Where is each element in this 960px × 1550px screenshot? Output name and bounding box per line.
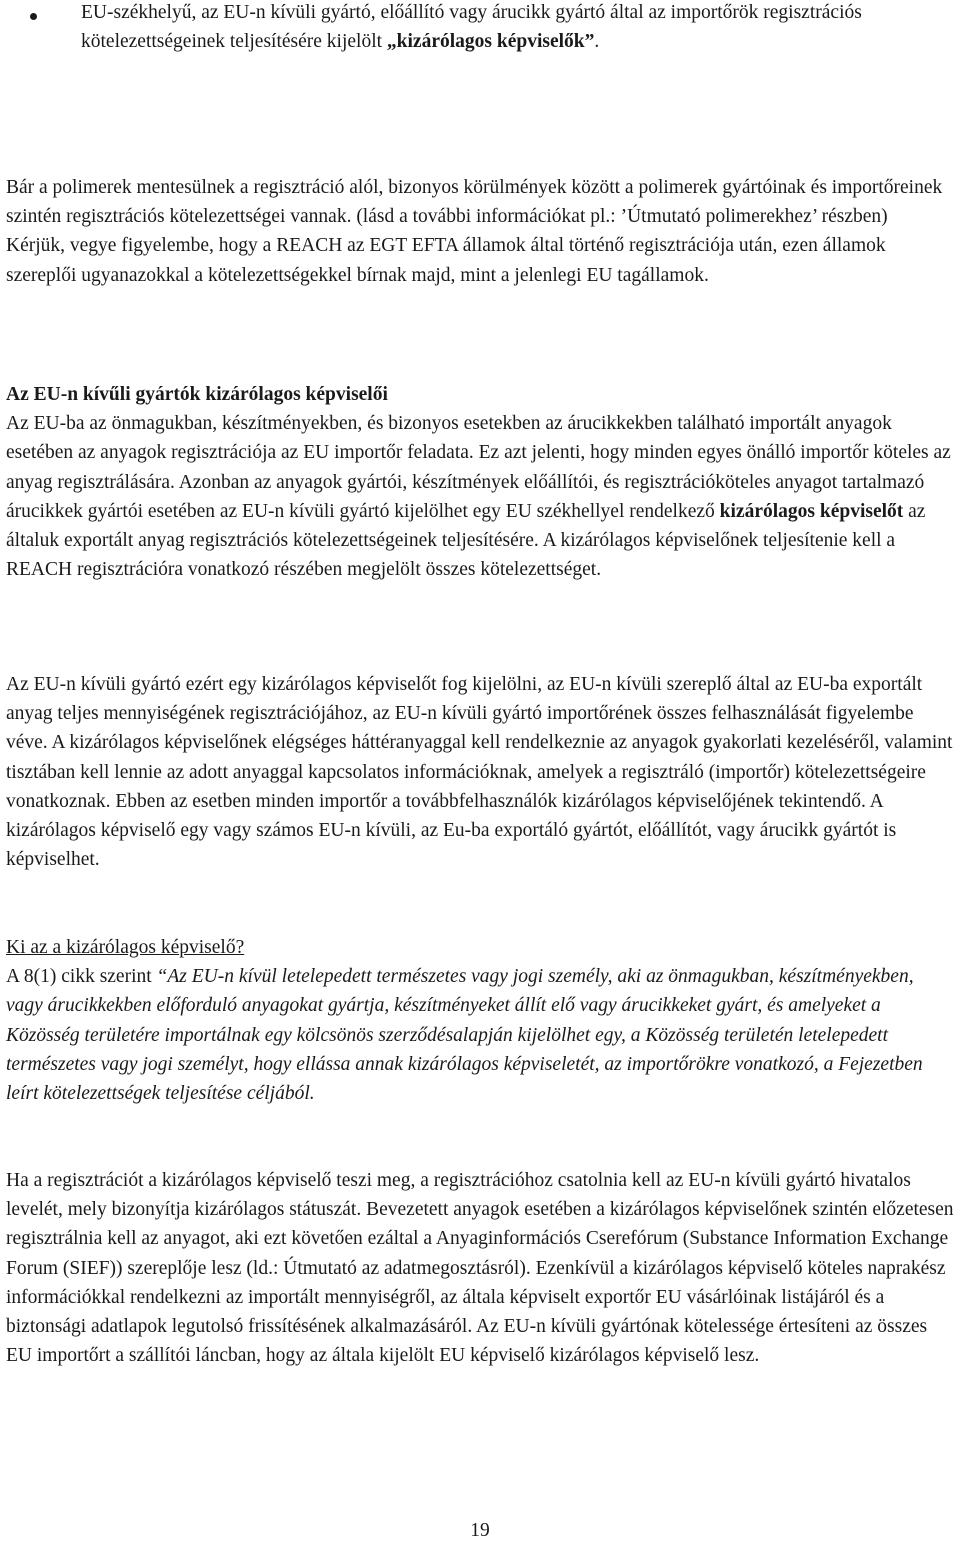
- polymers-text: Bár a polimerek mentesülnek a regisztráció alól, bizonyos körülmények között a polimerek gyártóinak és importőreinek szintén regisztrációs kötelezettségei vannak. (lásd a további információkat pl.: ’Útmutató polimerekhez’ részben): [6, 177, 943, 228]
- who-quote: “Az EU-n kívül letelepedett természetes vagy jogi személy, aki az önmagukban, készítményekben, vagy árucikkekben előforduló anyagokat gyártja, készítményeket állít elő vagy árucikkeket gyárt, és amelyeket a Közösség területére importálnak egy kölcsönös szerződésalapján kijelölhet egy, a Közösség területén letelepedett természetes vagy jogi személyt, hogy ellássa annak kizárólagos képviseletét, az importőrökre vonatkozó, a Fejezetben leírt kötelezettségek teljesítése céljából.: [6, 966, 923, 1105]
- section-text-end: az általuk exportált anyag regisztrációs kötelezettségeinek teljesítésére. A kizárólagos képviselőnek teljesítenie kell a REACH regisztrációra vonatkozó részében megjelölt összes kötelezettséget.: [6, 500, 926, 581]
- who-text: A 8(1) cikk szerint: [6, 966, 157, 988]
- section-only-representatives: [6, 380, 954, 584]
- bullet-text-end: .: [594, 31, 600, 53]
- page-number: 19: [470, 1520, 490, 1541]
- registration-text: Ha a regisztrációt a kizárólagos képviselő teszi meg, a regisztrációhoz csatolnia kell az EU-n kívüli gyártó hivatalos levelét, mely bizonyítja kizárólagos státuszát. Bevezetett anyagok esetében a kizárólagos képviselőnek szintén előzetesen regisztrálnia kell az anyagot, aki ezt követően ezáltal a Anyaginformációs Cserefórum (Substance Information Exchange Forum (SIEF)) szereplője lesz (ld.: Útmutató az adatmegosztásról). Ezenkívül a kizárólagos képviselő köteles naprakész információkkal rendelkezni az importált mennyiségről, az általa képviselt exportőr EU vásárlóinak listájáról és a biztonsági adatlapok legutolsó frissítésének alkalmazásáról. Az EU-n kívüli gyártónak kötelessége értesíteni az összes EU importőrt a szállítói láncban, hogy az általa kijelölt EU képviselő kizárólagos képviselő lesz.: [6, 1170, 954, 1367]
- bullet-text: EU-székhelyű, az EU-n kívüli gyártó, előállító vagy árucikk gyártó által az importőrök regisztrációs kötelezettségeinek teljesítésére kijelölt: [81, 2, 862, 53]
- section-heading: Az EU-n kívűli gyártók kizárólagos képviselői: [6, 384, 388, 405]
- bullet-bold-term: „kizárólagos képviselők”: [386, 31, 595, 53]
- section-text: Az EU-ba az önmagukban, készítményekben, és bizonyos esetekben az árucikkekben található importált anyagok esetében az anyagok regisztrációja az EU importőr feladata. Ez azt jelenti, hogy minden egyes önálló importőr köteles az anyag regisztrálására. Azonban az anyagok gyártói, készítmények előállítói, és regisztrációköteles anyagot tartalmazó árucikkek gyártói esetében az EU-n kívüli gyártó kijelölhet egy EU székhellyel rendelkező: [6, 413, 951, 522]
- paragraph-registration: [6, 1166, 954, 1370]
- section-who: [6, 933, 954, 1108]
- bullet-icon: [30, 13, 37, 20]
- paragraph-designation: [6, 670, 954, 874]
- bullet-item: [81, 0, 951, 56]
- section-bold-term: kizárólagos képviselőt: [719, 500, 904, 522]
- eea-efta-text: Kérjük, vegye figyelembe, hogy a REACH az EGT EFTA államok által történő regisztrációja után, ezen államok szereplői ugyanazokkal a kötelezettségekkel bírnak majd, mint a jelenlegi EU tagállamok.: [6, 235, 886, 286]
- designation-text: Az EU-n kívüli gyártó ezért egy kizárólagos képviselőt fog kijelölni, az EU-n kívüli szereplő által az EU-ba exportált anyag teljes mennyiségének regisztrációjához, az EU-n kívüli gyártó importőrének összes felhasználását figyelembe véve. A kizárólagos képviselőnek elégséges háttéranyaggal kell rendelkeznie az anyagok gyakorlati kezeléséről, valamint tisztában kell lennie az adott anyaggal kapcsolatos információknak, amelyek a regisztráló (importőr) kötelezettségeire vonatkoznak. Ebben az esetben minden importőr a továbbfelhasználók kizárólagos képviselőjének tekintendő. A kizárólagos képviselő egy vagy számos EU-n kívüli, az Eu-ba exportáló gyártót, előállítót, vagy árucikk gyártót is képviselhet.: [6, 674, 953, 871]
- paragraph-polymers: [6, 173, 954, 290]
- who-heading: Ki az a kizárólagos képviselő?: [6, 937, 245, 958]
